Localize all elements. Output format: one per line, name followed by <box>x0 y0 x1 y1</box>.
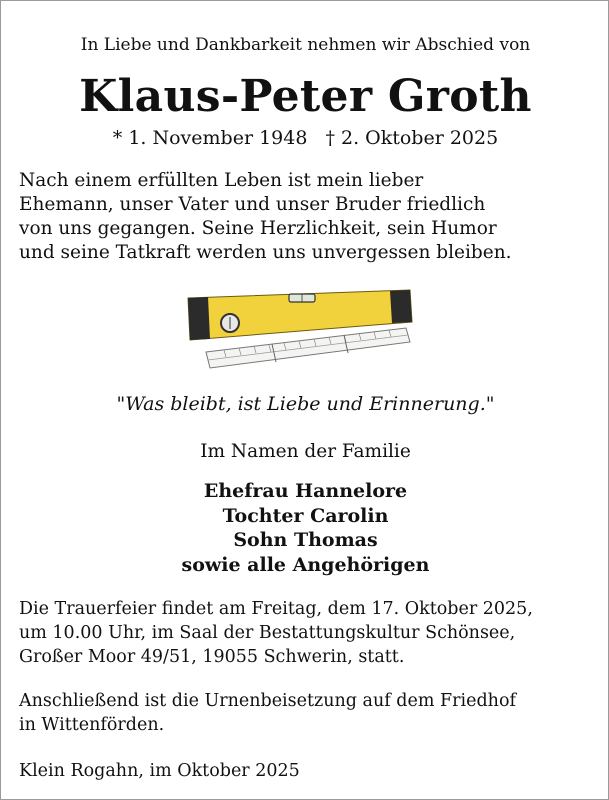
life-dates <box>1 127 609 149</box>
tribute-line: Ehemann, unser Vater und unser Bruder friedlich <box>19 194 486 215</box>
memorial-quote: "Was bleibt, ist Liebe und Erinnerung." <box>116 393 495 415</box>
burial-line: Anschließend ist die Urnenbeisetzung auf dem Friedhof <box>19 691 516 711</box>
ceremony-line: Die Trauerfeier findet am Freitag, dem 17. Oktober 2025, <box>19 599 533 619</box>
intro-line: In Liebe und Dankbarkeit nehmen wir Abschied von <box>80 35 531 55</box>
mourners-list <box>1 479 609 577</box>
mourner-name: Sohn Thomas <box>233 529 378 551</box>
ceremony-info <box>19 597 599 669</box>
ceremony-line: Großer Moor 49/51, 19055 Schwerin, statt. <box>19 647 405 667</box>
place-date: Klein Rogahn, im Oktober 2025 <box>19 761 300 781</box>
tools-illustration <box>184 286 414 376</box>
family-intro: Im Namen der Familie <box>200 441 411 462</box>
burial-info <box>19 689 599 737</box>
ceremony-line: um 10.00 Uhr, im Saal der Bestattungskultur Schönsee, <box>19 623 516 643</box>
death-date: † 2. Oktober 2025 <box>325 127 499 149</box>
mourner-name: Tochter Carolin <box>222 504 389 527</box>
mourner-name: Ehefrau Hannelore <box>203 480 408 502</box>
tribute-line: von uns gegangen. Seine Herzlichkeit, sein Humor <box>19 218 497 239</box>
tribute-line: und seine Tatkraft werden uns unvergessen bleiben. <box>19 242 512 263</box>
tribute-line: Nach einem erfüllten Leben ist mein lieber <box>19 170 424 191</box>
birth-date: * 1. November 1948 <box>112 127 308 149</box>
tribute-text <box>19 169 599 265</box>
mourner-name: sowie alle Angehörigen <box>181 553 430 576</box>
burial-line: in Wittenförden. <box>19 715 165 735</box>
deceased-name: Klaus-Peter Groth <box>79 71 532 122</box>
